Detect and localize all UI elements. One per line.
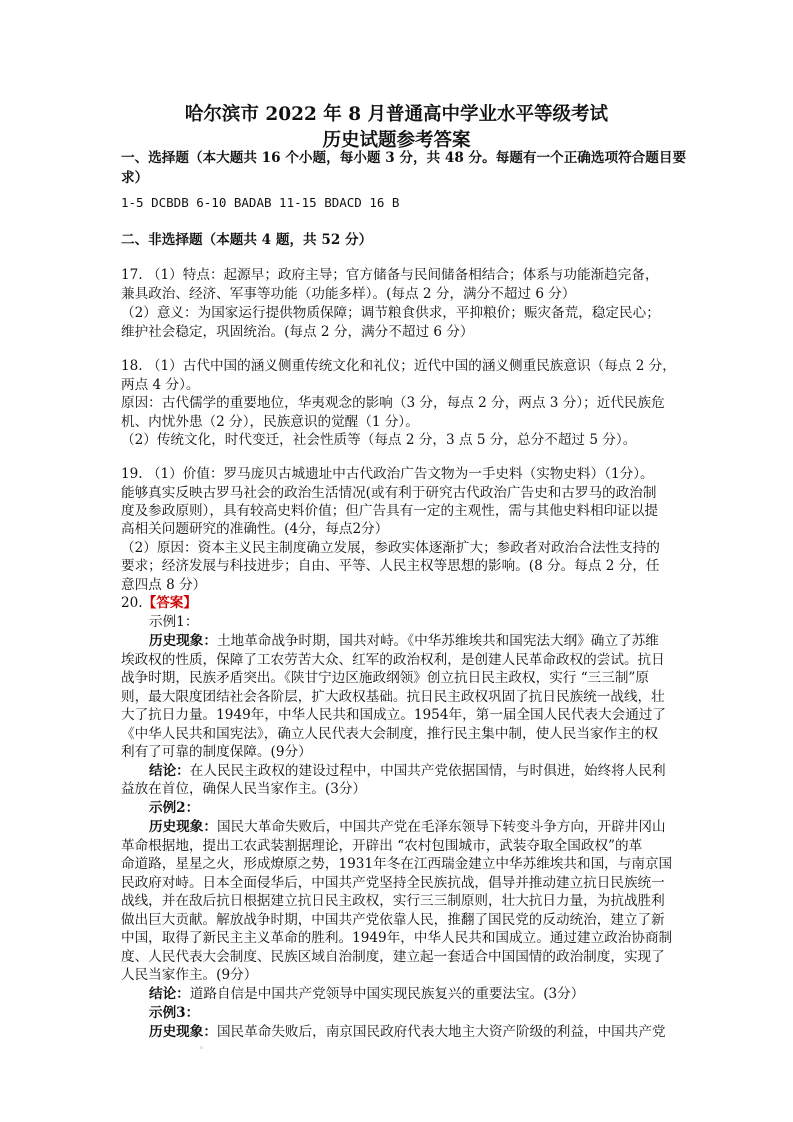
- section1-heading-cont: 求）: [121, 170, 149, 186]
- q20-number: 20.: [121, 595, 143, 611]
- phenomenon-text: 度、人民代表大会制度、民族区域自治制度，建立起一套适合中国国情的政治制度，实现了: [121, 949, 665, 965]
- phenomenon-text: 民政府对峙。日本全面侵华后，中国共产党坚持全民族抗战，倡导并推动建立抗日民族统一: [121, 875, 665, 891]
- phenomenon-text: 利有了可靠的制度保障。(9分）: [121, 744, 312, 760]
- answer-tag: 【答案】: [142, 595, 197, 611]
- phenomenon-text: 做出巨大贡献。解放战争时期，中国共产党依靠人民，推翻了国民党的反动统治，建立了新: [121, 912, 665, 928]
- example2-phenomenon: [149, 818, 666, 836]
- phenomenon-text: 埃政权的性质，保障了工农劳苦大众、红军的政治权利，是创建人民革命政权的尝试。抗日: [121, 652, 665, 668]
- conclusion-text: 道路自信是中国共产党领导中国实现民族复兴的重要法宝。(3分）: [189, 986, 585, 1002]
- q18-line: 机、内忧外患（2 分），民族意识的觉醒（1 分）。: [121, 414, 419, 430]
- q19-line: 要求；经济发展与科技进步；自由、平等、人民主权等思想的影响。(8 分。每点 2 分，任: [121, 558, 660, 574]
- conclusion-label: 结论：: [149, 763, 190, 779]
- q17-line: 17. （1）特点：起源早；政府主导；官方储备与民间储备相结合；体系与功能渐趋完备，: [121, 267, 659, 283]
- q19-line: 意四点 8 分）: [121, 577, 207, 593]
- q17-line: （2）意义：为国家运行提供物质保障；调节粮食供求，平抑粮价；赈灾备荒，稳定民心；: [121, 305, 660, 321]
- phenomenon-text: 战线，并在敌后抗日根据建立抗日民主政权，实行三三制原则，壮大抗日力量，为抗战胜利: [121, 893, 665, 909]
- q19-line: 能够真实反映古罗马社会的政治生活情况(或有利于研究古代政治广告史和古罗马的政治制: [121, 485, 657, 501]
- section1-heading: 一、选择题（本大题共 16 个小题，每小题 3 分，共 48 分。每题有一个正确选项符合题目要: [121, 150, 687, 166]
- phenomenon-text: 《中华人民共和国宪法》，确立人民代表大会制度，推行民主集中制，使人民当家作主的权: [121, 726, 658, 742]
- exam-subtitle: 历史试题参考答案: [322, 130, 471, 151]
- conclusion-text: 益放在首位，确保人民当家作主。(3分）: [121, 781, 367, 797]
- q19-line: 度及参政原则），具有较高史料价值；但广告具有一定的主观性，需与其他史料相印证以提: [121, 503, 658, 519]
- q19-line: 高相关问题研究的准确性。(4分，每点2分）: [121, 521, 389, 537]
- q19-line: 19. （1）价值：罗马庞贝古城遗址中古代政治广告文物为一手史料（实物史料）（1分）。: [121, 466, 654, 482]
- choice-answers: 1-5 DCBDB 6-10 BADAB 11-15 BDACD 16 B: [121, 195, 400, 210]
- phenomenon-label: 历史现象：: [149, 1024, 217, 1040]
- scan-speck: [200, 1046, 203, 1049]
- phenomenon-text: 命道路，星星之火，形成燎原之势，1931年冬在江西瑞金建立中华苏维埃共和国，与南京国: [121, 856, 673, 872]
- example2-conclusion: [149, 985, 584, 1003]
- section2-heading: 二、非选择题（本题共 4 题，共 52 分）: [121, 232, 373, 248]
- example-title: 示例1：: [149, 614, 199, 630]
- phenomenon-text: 大了抗日力量。1949年，中华人民共和国成立。1954年，第一届全国人民代表大会通过了: [121, 707, 666, 723]
- exam-title: 哈尔滨市 2022 年 8 月普通高中学业水平等级考试: [184, 104, 609, 125]
- phenomenon-text: 国民革命失败后，南京国民政府代表大地主大资产阶级的利益，中国共产党: [216, 1024, 666, 1040]
- q17-line: 兼具政治、经济、军事等功能（功能多样）。(每点 2 分，满分不超过 6 分）: [121, 286, 576, 302]
- conclusion-text: 在人民民主政权的建设过程中，中国共产党依据国情，与时俱进，始终将人民利: [189, 763, 666, 779]
- phenomenon-text: 人民当家作主。(9分）: [121, 967, 258, 983]
- phenomenon-text: 中国，取得了新民主主义革命的胜利。1949年，中华人民共和国成立。通过建立政治协商制: [121, 930, 673, 946]
- example1-conclusion: [149, 762, 666, 780]
- phenomenon-text: 战争时期，民族矛盾突出。《陕甘宁边区施政纲领》创立抗日民主政权，实行 “三三制”原: [121, 670, 649, 686]
- phenomenon-label: 历史现象：: [149, 819, 217, 835]
- q18-line: 18. （1）古代中国的涵义侧重传统文化和礼仪；近代中国的涵义侧重民族意识（每点 2 分，: [121, 358, 676, 374]
- q18-line: （2）传统文化，时代变迁，社会性质等（每点 2 分，3 点 5 分，总分不超过 5 分）。: [121, 432, 637, 448]
- example1-phenomenon: [149, 632, 659, 650]
- example3-phenomenon: [149, 1023, 666, 1041]
- q18-line: 两点 4 分）。: [121, 377, 200, 393]
- conclusion-label: 结论：: [149, 986, 190, 1002]
- phenomenon-text: 则，最大限度团结社会各阶层，扩大政权基础。抗日民主政权巩固了抗日民族统一战线，壮: [121, 689, 665, 705]
- example-title: 示例2：: [149, 800, 200, 816]
- phenomenon-label: 历史现象：: [149, 633, 217, 649]
- phenomenon-text: 国民大革命失败后，中国共产党在毛泽东领导下转变斗争方向，开辟井冈山: [216, 819, 666, 835]
- q19-line: （2）原因：资本主义民主制度确立发展，参政实体逐渐扩大；参政者对政治合法性支持的: [121, 540, 660, 556]
- phenomenon-text: 革命根据地，提出工农武装割据理论，开辟出 “农村包围城市，武装夺取全国政权”的革: [121, 838, 643, 854]
- q20-header: [121, 594, 197, 612]
- example-title: 示例3：: [149, 1005, 200, 1021]
- phenomenon-text: 土地革命战争时期，国共对峙。《中华苏维埃共和国宪法大纲》确立了苏维: [216, 633, 659, 649]
- q18-line: 原因：古代儒学的重要地位，华夷观念的影响（3 分，每点 2 分，两点 3 分）；近代民族危: [121, 395, 665, 411]
- q17-line: 维护社会稳定，巩固统治。(每点 2 分，满分不超过 6 分）: [121, 324, 474, 340]
